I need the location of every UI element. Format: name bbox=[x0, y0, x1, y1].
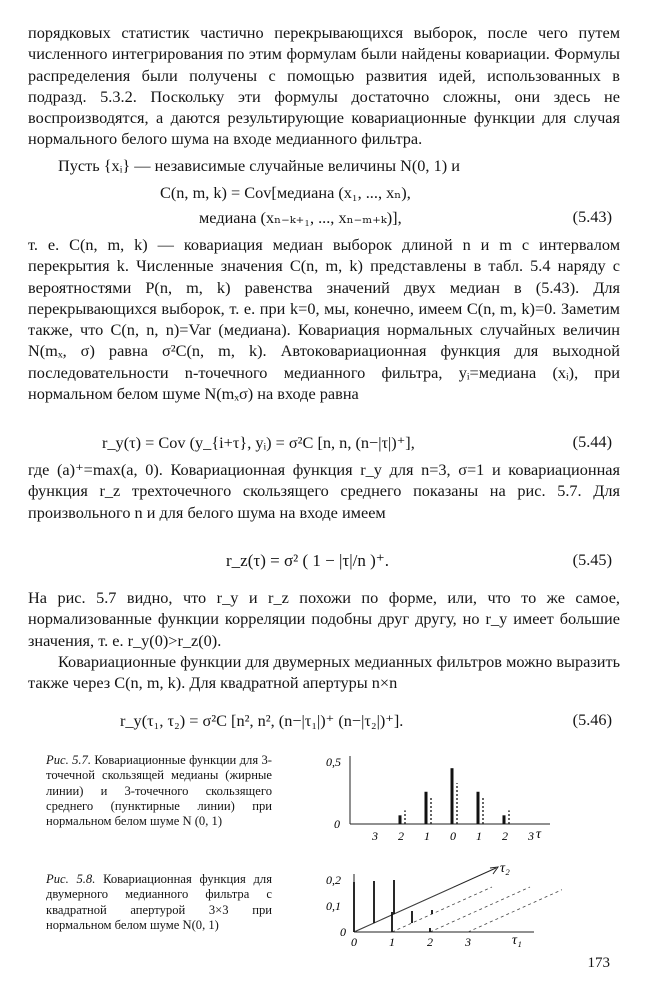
fig58-tau1-label: τ₁ bbox=[512, 933, 522, 948]
equation-5-44: r_y(τ) = Cov (y_{i+τ}, yᵢ) = σ²C [n, n, (n−|τ|)⁺], bbox=[102, 433, 415, 452]
fig58-x-tick-label: 2 bbox=[427, 935, 433, 949]
page-number: 173 bbox=[587, 955, 610, 971]
figure-5-7-chart bbox=[322, 750, 562, 842]
fig58-grid-line bbox=[392, 887, 492, 932]
fig57-x-tick-label: 1 bbox=[424, 829, 430, 842]
fig58-y-tick-0: 0 bbox=[340, 925, 346, 939]
equation-5-43-line1: C(n, m, k) = Cov[медиана (x₁, ..., xₙ), bbox=[160, 183, 411, 202]
paragraph-let: Пусть {xᵢ} — независимые случайные величины N(0, 1) и bbox=[58, 156, 460, 175]
fig58-x-tick-label: 3 bbox=[465, 935, 471, 949]
equation-5-43-line2: медиана (xₙ₋ₖ₊₁, ..., xₙ₋ₘ₊ₖ)], bbox=[199, 208, 402, 227]
fig58-x-tick-label: 1 bbox=[389, 935, 395, 949]
fig58-tau2-label: τ₂ bbox=[500, 862, 510, 876]
fig57-x-tick-label: 2 bbox=[502, 829, 508, 842]
equation-5-46: r_y(τ₁, τ₂) = σ²C [n², n², (n−|τ₁|)⁺ (n−|τ₂|)⁺]. bbox=[120, 711, 404, 730]
fig57-x-ticks bbox=[371, 829, 534, 842]
caption-fig-5-8 bbox=[46, 872, 272, 933]
fig57-x-tick-label: 3 bbox=[372, 829, 378, 842]
caption-fig-5-8-text: Ковариационная функция для двумерного медианного фильтра с квадратной апертурой 3×3 при нормальном белом шуме N(0, 1) bbox=[46, 872, 272, 932]
fig58-x-ticks bbox=[351, 935, 471, 949]
fig58-y-tick-0-1: 0,1 bbox=[326, 899, 341, 913]
fig58-grid bbox=[354, 887, 562, 932]
equation-number-5-44: (5.44) bbox=[572, 432, 612, 451]
fig58-y-tick-0-2: 0,2 bbox=[326, 873, 341, 887]
caption-fig-5-7 bbox=[46, 753, 272, 829]
fig57-x-tick-label: 3 bbox=[528, 829, 534, 842]
fig57-x-tick-label: 1 bbox=[476, 829, 482, 842]
fig58-x-tick-label: 0 bbox=[351, 935, 357, 949]
fig58-grid-line bbox=[354, 887, 454, 932]
figure-5-8-chart bbox=[322, 862, 562, 952]
caption-fig-5-8-label: Рис. 5.8. bbox=[46, 872, 96, 886]
fig57-x-axis-label: τ bbox=[536, 827, 542, 842]
paragraph-intro: порядковых статистик частично перекрывающихся выборок, после чего путем численного интегрирования по этим формулам были найдены ковариации. Формулы распределения были получены с помощью развития идей, использованных в подразд. 5.3.2. Поскольку эти формулы достаточно сложны, они здесь не воспроизводятся, а даются результирующие ковариационные функции для случая нормального белого шума на входе медианного фильтра. bbox=[28, 23, 620, 149]
caption-fig-5-7-label: Рис. 5.7. bbox=[46, 753, 91, 767]
equation-5-45: r_z(τ) = σ² ( 1 − |τ|/n )⁺. bbox=[226, 551, 389, 570]
fig57-x-tick-label: 0 bbox=[450, 829, 456, 842]
paragraph-covariance: т. е. C(n, m, k) — ковариация медиан выборок длиной n и m с интервалом перекрытия k. Численные значения C(n, m, k) представлены в табл. 5.4 наряду с вероятностями P(n, m, k) равенства значений двух медиан в (5.43). Для перекрывающихся выборок, т. е. при k=0, мы, конечно, имеем C(n, m, k)=0. Заметим также, что C(n, n, n)=Var (медиана). Ковариация нормальных случайных величин N(mₓ, σ) равна σ²C(n, m, k). Автоковариационная функция для выходной последовательности n-точечного медианного фильтра, yᵢ=медиана (xᵢ), при нормальном белом шуме N(mₓσ) на входе равна bbox=[28, 235, 620, 404]
fig57-y-tick-top: 0,5 bbox=[326, 755, 341, 769]
equation-number-5-43: (5.43) bbox=[572, 207, 612, 226]
fig58-grid-line bbox=[430, 887, 530, 932]
fig58-grid-line bbox=[468, 887, 562, 932]
paragraph-where: где (a)⁺=max(a, 0). Ковариационная функция r_y для n=3, σ=1 и ковариационная функция r_z трехточечного скользящего среднего показаны на рис. 5.7. Для произвольного n и для белого шума на входе имеем bbox=[28, 460, 620, 522]
fig57-bars bbox=[400, 768, 509, 824]
equation-number-5-45: (5.45) bbox=[572, 550, 612, 569]
fig58-bars bbox=[354, 880, 432, 932]
paragraph-2d: Ковариационные функции для двумерных медианных фильтров можно выразить также через C(n, m, k). Для квадратной апертуры n×n bbox=[28, 652, 620, 693]
fig57-x-tick-label: 2 bbox=[398, 829, 404, 842]
paragraph-figure-note: На рис. 5.7 видно, что r_y и r_z похожи по форме, или, что то же самое, нормализованные функции корреляции подобны друг другу, но r_y имеет большие значения, т. е. r_y(0)>r_z(0). bbox=[28, 588, 620, 650]
equation-number-5-46: (5.46) bbox=[572, 710, 612, 729]
caption-fig-5-7-text: Ковариационные функции для 3-точечной скользящей медианы (жирные линии) и 3-точечного скользящего среднего (пунктирные линии) при нормальном белом шуме N (0, 1) bbox=[46, 753, 272, 829]
fig57-y-tick-zero: 0 bbox=[334, 817, 340, 831]
